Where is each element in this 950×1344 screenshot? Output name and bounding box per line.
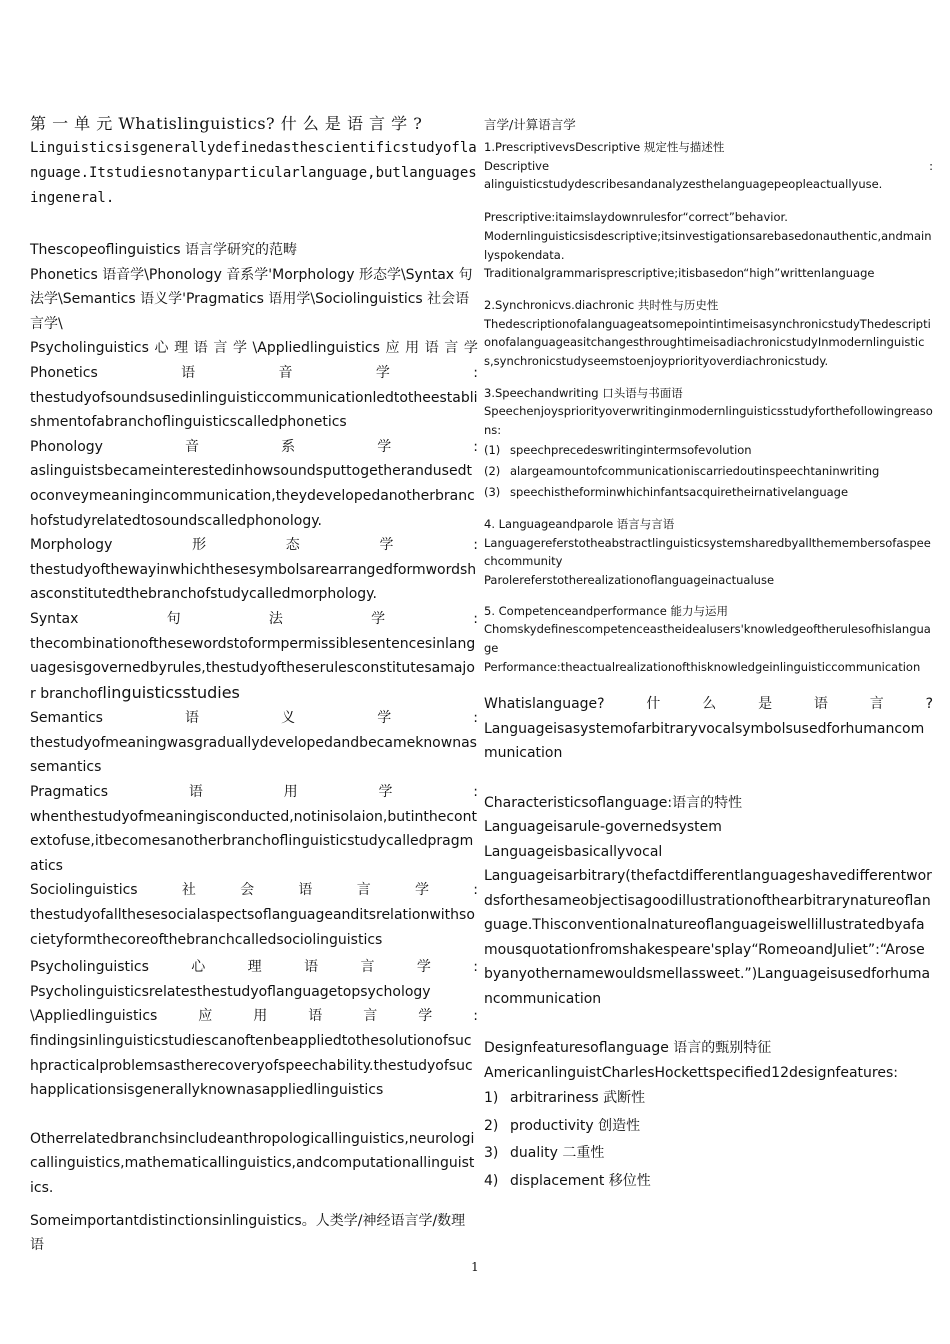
term-colon: : [473, 1008, 478, 1025]
term: Morphology [30, 537, 113, 554]
term: Syntax [30, 610, 79, 627]
list-item [484, 482, 933, 503]
right-column [484, 112, 933, 1195]
descriptive-definition: alinguisticstudydescribesandanalyzesthelanguagepeopleactuallyuse. [484, 177, 883, 192]
design-features-heading: Designfeaturesoflanguage 语言的甄别特征 [484, 1040, 772, 1057]
term-char: 语 [193, 340, 208, 357]
term-colon: : [473, 710, 478, 727]
term-char: 言 [360, 959, 375, 976]
term-char: 心 [154, 340, 169, 357]
other-branches-paragraph: Otherrelatedbranchsincludeanthropologicallinguistics,neurologicallinguistics,mathematicallinguistics,andcomputationallinguistics. [30, 1130, 475, 1196]
term-char: 用 [253, 1008, 268, 1025]
section-5-title: 5. Competenceandperformance 能力与运用 [484, 603, 728, 618]
design-features-intro: AmericanlinguistCharlesHockettspecified12designfeatures: [484, 1064, 898, 1081]
section-4-title: 4. Languageandparole 语言与言语 [484, 516, 675, 531]
list-item [484, 461, 933, 482]
term-char: 形 [192, 537, 207, 554]
term-char: 音 [278, 364, 293, 381]
morphology-definition: thestudyofthewayinwhichthesesymbolsarearrangedformwordshasconstitutedthebranchofstudycalledmorphology. [30, 561, 477, 603]
phonetics-definition: thestudyofsoundsusedinlinguisticcommunicationledtotheestablishmentofabranchoflinguisticscalledphonetics [30, 389, 478, 431]
term: Pragmatics [30, 784, 109, 801]
section-3-text: Speechenjoyspriorityoverwritinginmodernlinguisticsstudyforthefollowingreasons: [484, 404, 933, 438]
term-char: 义 [281, 710, 296, 727]
characteristic-arbitrary: Languageisarbitrary(thefactdifferentlanguageshavedifferentwordsforthesameobjectisagoodillustrationofthearbitrarynatureoflanguage.Thisconventionalnatureoflanguageiswellillustratedbyafamousquotationfromshakespeare'splay“RomeoandJuliet”:“Arosebyanyothernamewouldsmellassweet.”)Languageisusedforhumancommunication [484, 868, 932, 1007]
descriptive-colon: : [929, 158, 933, 173]
term-char: 音 [185, 438, 200, 455]
section-1-title: 1.PrescriptivevsDescriptive 规定性与描述性 [484, 140, 725, 154]
term: Semantics [30, 710, 103, 727]
characteristic-vocal: Languageisbasicallyvocal [484, 843, 663, 860]
term-char: 言 [356, 882, 371, 899]
term-char: 学 [378, 784, 393, 801]
distinctions-heading: Someimportantdistinctionsinlinguistics。人类学/神经语言学/数理语 [30, 1212, 466, 1254]
list-text: speechprecedeswritingintermsofevolution [510, 442, 752, 457]
term-char: 法 [268, 610, 283, 627]
term-char: 会 [240, 882, 255, 899]
unit-title: 第 一 单 元 Whatislinguistics? 什 么 是 语 言 学 ? [30, 114, 423, 133]
term-char: 语 [185, 710, 200, 727]
list-number: (2) [484, 463, 501, 478]
left-column [30, 112, 478, 1258]
term-char: 语 [181, 364, 196, 381]
term-char: 语 [308, 1008, 323, 1025]
term: Psycholinguistics [30, 959, 149, 976]
list-item [484, 1113, 933, 1141]
term-char: 言 [444, 340, 459, 357]
descriptive-label: Descriptive [484, 158, 550, 173]
descriptive-label-row [484, 157, 933, 176]
performance-definition: Performance:theactualrealizationofthisknowledgeinlinguisticcommunication [484, 659, 921, 674]
list-text: speechistheforminwhichinfantsacquiretheirnativelanguage [510, 484, 849, 499]
section-4-text: Languagereferstotheabstractlinguisticsystemsharedbyallthemembersofaspeechcommunity [484, 535, 931, 569]
term-char: 学 [377, 438, 392, 455]
syntax-definition [30, 632, 478, 707]
term-char: 学 [418, 1008, 433, 1025]
term-char: 学 [371, 610, 386, 627]
term-char: 什 [646, 696, 661, 713]
intro-paragraph: Linguisticsisgenerallydefinedasthescientificstudyoflanguage.Itstudiesnotanyparticularlanguage,butlanguagesingeneral. [30, 140, 477, 206]
characteristic-rule-governed: Languageisarule-governedsystem [484, 819, 722, 836]
term: Whatislanguage? [484, 696, 605, 713]
semantics-definition: thestudyofmeaningwasgraduallydevelopedandbecameknownassemantics [30, 734, 477, 776]
term-char: 学 [414, 882, 429, 899]
term: \Appliedlinguistics [30, 1008, 158, 1025]
applied-linguistics-heading [30, 1004, 478, 1029]
sociolinguistics-heading [30, 878, 478, 903]
list-text: arbitrariness 武断性 [510, 1090, 646, 1107]
scope-list-end-row [30, 336, 478, 361]
list-item [484, 440, 933, 461]
modern-linguistics-note: Modernlinguisticsisdescriptive;itsinvestigationsarebasedonauthentic,andmainlyspokendata. [484, 228, 932, 262]
term-char: 语 [304, 959, 319, 976]
scope-list: Phonetics 语音学\Phonology 音系学'Morphology 形态学\Syntax 句法学\Semantics 语义学'Pragmatics 语用学\Sociolinguistics 社会语言学\ [30, 266, 473, 332]
phonetics-heading [30, 361, 478, 386]
term-char: 社 [181, 882, 196, 899]
term-char: 语 [298, 882, 313, 899]
term-colon: : [473, 364, 478, 381]
prescriptive-definition: Prescriptive:itaimslaydownrulesfor“correct”behavior. [484, 210, 788, 225]
term-char: 心 [191, 959, 206, 976]
phonology-definition: aslinguistsbecameinterestedinhowsoundsputtogetherandusedtoconveymeaningincommunication,theydevelopedanotherbranchofstudyrelatedtosoundscalledphonology. [30, 463, 475, 529]
term-colon: : [473, 438, 478, 455]
scope-heading: Thescopeoflinguistics 语言学研究的范畴 [30, 242, 298, 258]
syntax-definition-text: thecombinationofthesewordstoformpermissiblesentencesinlanguagesisgovernedbyrules,thestudyoftheserulesconstitutesamajor branchof [30, 635, 476, 702]
term-char: 语 [188, 784, 203, 801]
list-text: duality 二重性 [510, 1145, 605, 1162]
list-item [484, 1168, 933, 1196]
term-char: 学 [375, 364, 390, 381]
list-number: 1) [484, 1090, 499, 1107]
psycholinguistics-heading [30, 955, 478, 980]
term: Phonetics [30, 364, 98, 381]
list-number: 4) [484, 1172, 499, 1189]
term-char: 学 [416, 959, 431, 976]
term-char: 态 [285, 537, 300, 554]
psycholinguistics-definition: Psycholinguisticsrelatesthestudyoflanguagetopsychology [30, 983, 431, 1000]
pragmatics-definition: whenthestudyofmeaningisconducted,notinisolaion,butinthecontextofuse,itbecomesanotherbranchoflinguisticstudycalledpragmatics [30, 808, 477, 874]
what-is-language-heading [484, 692, 933, 717]
page-number: 1 [471, 1260, 479, 1274]
term-char: 么 [702, 696, 717, 713]
list-number: 3) [484, 1145, 499, 1162]
traditional-grammar-note: Traditionalgrammarisprescriptive;itisbasedon“high”writtenlanguage [484, 266, 875, 281]
term-char: 言 [213, 340, 228, 357]
term-char: 用 [283, 784, 298, 801]
pragmatics-heading [30, 780, 478, 805]
term-char: 学 [232, 340, 247, 357]
list-number: 2) [484, 1117, 499, 1134]
term-question-mark: ? [925, 696, 933, 713]
sociolinguistics-definition: thestudyofallthesesocialaspectsoflanguageanditsrelationwithsocietyformthecoreofthebranchcalledsociolinguistics [30, 907, 475, 948]
list-item [484, 1140, 933, 1168]
term-char: 用 [405, 340, 420, 357]
term: Sociolinguistics [30, 882, 138, 899]
term-colon: : [473, 610, 478, 627]
term-char: 系 [281, 438, 296, 455]
characteristics-heading: Characteristicsoflanguage:语言的特性 [484, 794, 743, 811]
applied-linguistics-definition: findingsinlinguisticstudiescanoftenbeappliedtothesolutionofsuchpracticalproblemsastherecoveryofspeechability.thestudyofsuchapplicationsisgenerallyknownasappliedlinguistics [30, 1033, 473, 1099]
term-char: 语 [424, 340, 439, 357]
term-char: 学 [379, 537, 394, 554]
term: Psycholinguistics [30, 340, 149, 357]
list-text: productivity 创造性 [510, 1117, 641, 1134]
language-definition: Languageisasystemofarbitraryvocalsymbolsusedforhumancommunication [484, 720, 925, 762]
list-number: (1) [484, 442, 501, 457]
term-char: 理 [247, 959, 262, 976]
term-char: 理 [174, 340, 189, 357]
term-char: 言 [363, 1008, 378, 1025]
section-5-text: Chomskydefinescompetenceastheidealusers'knowledgeoftherulesofhislanguage [484, 622, 931, 656]
list-number: (3) [484, 484, 501, 499]
term-char: 句 [166, 610, 181, 627]
list-text: displacement 移位性 [510, 1172, 651, 1189]
term-char: 应 [385, 340, 400, 357]
parole-definition: Parolereferstotherealizationoflanguageinactualuse [484, 572, 775, 587]
morphology-heading [30, 533, 478, 558]
term-colon: : [473, 959, 478, 976]
section-3-title: 3.Speechandwriting 口头语与书面语 [484, 385, 683, 400]
term-char: 学 [463, 340, 478, 357]
syntax-definition-large-text: linguisticsstudies [102, 682, 240, 702]
term-colon: : [473, 882, 478, 899]
term-colon: : [473, 784, 478, 801]
section-2-text: ThedescriptionofalanguageatsomepointintimeisasynchronicstudyThedescriptionofalanguageasitchangesthroughtimeisadiachronicstudyInmodernlinguistics,synchronicstudyseemstoenjoypriorityoverdiachronicstudy. [484, 316, 931, 369]
term: \Appliedlinguistics [252, 340, 380, 357]
term-char: 是 [758, 696, 773, 713]
term-char: 应 [198, 1008, 213, 1025]
semantics-heading [30, 706, 478, 731]
term-colon: : [473, 537, 478, 554]
phonology-heading [30, 435, 478, 460]
term-char: 学 [377, 710, 392, 727]
syntax-heading [30, 607, 478, 632]
continued-text: 言学/计算语言学 [484, 117, 576, 132]
term-char: 语 [813, 696, 828, 713]
term: Phonology [30, 438, 103, 455]
term-char: 言 [869, 696, 884, 713]
list-text: alargeamountofcommunicationiscarriedoutinspeechtaninwriting [510, 463, 880, 478]
list-item [484, 1085, 933, 1113]
section-2-title: 2.Synchronicvs.diachronic 共时性与历史性 [484, 297, 719, 312]
